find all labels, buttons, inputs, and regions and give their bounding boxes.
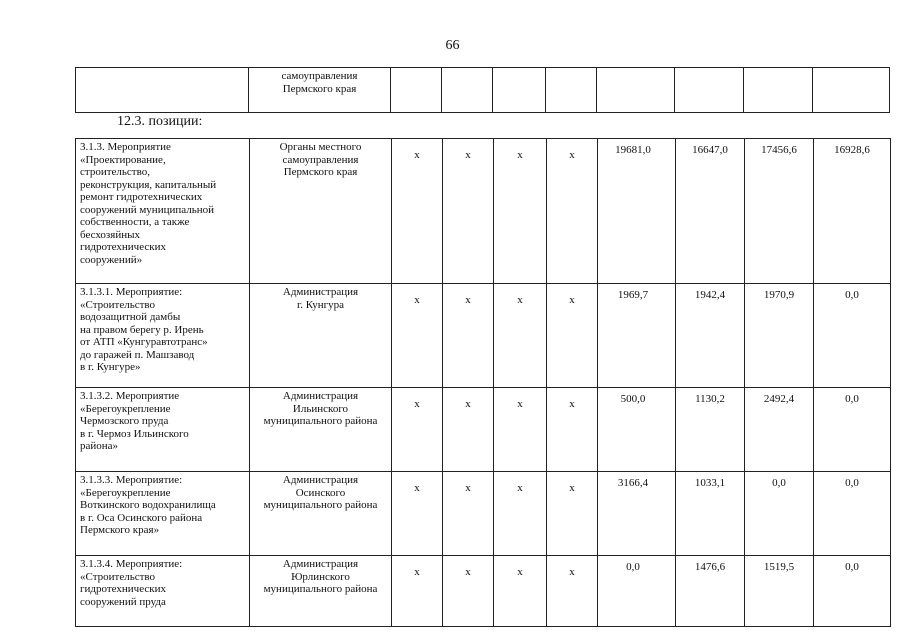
empty-cell bbox=[675, 68, 744, 113]
value-cell: 0,0 bbox=[814, 472, 891, 556]
executor-cell: самоуправления Пермского края bbox=[249, 68, 391, 113]
x-cell: x bbox=[443, 284, 494, 388]
value-cell: 500,0 bbox=[598, 388, 676, 472]
name-cell: 3.1.3.1. Мероприятие: «Строительство водозащитной дамбы на правом берегу р. Ирень от АТП «Кунгуравтотранс» до гаражей п. Машзавод в г. Кунгуре» bbox=[76, 284, 250, 388]
value-cell: 0,0 bbox=[598, 556, 676, 627]
x-cell: x bbox=[392, 284, 443, 388]
value-cell: 1033,1 bbox=[676, 472, 745, 556]
x-cell: x bbox=[547, 388, 598, 472]
empty-cell bbox=[391, 68, 442, 113]
x-cell: x bbox=[392, 472, 443, 556]
value-cell: 1130,2 bbox=[676, 388, 745, 472]
value-cell: 19681,0 bbox=[598, 139, 676, 284]
x-cell: x bbox=[443, 472, 494, 556]
x-cell: x bbox=[547, 472, 598, 556]
x-cell: x bbox=[494, 388, 547, 472]
table-row bbox=[76, 139, 891, 284]
x-cell: x bbox=[443, 556, 494, 627]
value-cell: 1476,6 bbox=[676, 556, 745, 627]
x-cell: x bbox=[494, 472, 547, 556]
value-cell: 0,0 bbox=[814, 388, 891, 472]
value-cell: 3166,4 bbox=[598, 472, 676, 556]
x-cell: x bbox=[494, 139, 547, 284]
x-cell: x bbox=[392, 388, 443, 472]
value-cell: 1970,9 bbox=[745, 284, 814, 388]
table-row bbox=[76, 388, 891, 472]
value-cell: 17456,6 bbox=[745, 139, 814, 284]
empty-cell bbox=[546, 68, 597, 113]
name-cell: 3.1.3.2. Мероприятие «Берегоукрепление Чермозского пруда в г. Чермоз Ильинского района» bbox=[76, 388, 250, 472]
value-cell: 0,0 bbox=[814, 556, 891, 627]
value-cell: 0,0 bbox=[745, 472, 814, 556]
value-cell: 1969,7 bbox=[598, 284, 676, 388]
executor-cell: Администрация Юрлинского муниципального района bbox=[250, 556, 392, 627]
continuation-table bbox=[75, 67, 890, 113]
executor-cell: Администрация Ильинского муниципального района bbox=[250, 388, 392, 472]
executor-cell: Администрация г. Кунгура bbox=[250, 284, 392, 388]
value-cell: 1942,4 bbox=[676, 284, 745, 388]
x-cell: x bbox=[547, 556, 598, 627]
executor-cell: Администрация Осинского муниципального района bbox=[250, 472, 392, 556]
name-cell: 3.1.3. Мероприятие «Проектирование, строительство, реконструкция, капитальный ремонт гидротехнических сооружений муниципальной собственности, а также бесхозяйных гидротехнических сооружений» bbox=[76, 139, 250, 284]
empty-cell bbox=[597, 68, 675, 113]
section-label: 12.3. позиции: bbox=[117, 114, 203, 129]
name-cell bbox=[76, 68, 249, 113]
value-cell: 0,0 bbox=[814, 284, 891, 388]
empty-cell bbox=[813, 68, 890, 113]
x-cell: x bbox=[443, 388, 494, 472]
empty-cell bbox=[493, 68, 546, 113]
executor-cell: Органы местного самоуправления Пермского края bbox=[250, 139, 392, 284]
positions-table bbox=[75, 138, 891, 627]
x-cell: x bbox=[547, 284, 598, 388]
table-row bbox=[76, 472, 891, 556]
value-cell: 16928,6 bbox=[814, 139, 891, 284]
name-cell: 3.1.3.3. Мероприятие: «Берегоукрепление Воткинского водохранилища в г. Оса Осинского района Пермского края» bbox=[76, 472, 250, 556]
page-number: 66 bbox=[445, 38, 460, 53]
value-cell: 16647,0 bbox=[676, 139, 745, 284]
table-row bbox=[76, 68, 890, 113]
x-cell: x bbox=[547, 139, 598, 284]
table-row bbox=[76, 284, 891, 388]
empty-cell bbox=[744, 68, 813, 113]
empty-cell bbox=[442, 68, 493, 113]
name-cell: 3.1.3.4. Мероприятие: «Строительство гидротехнических сооружений пруда bbox=[76, 556, 250, 627]
table-row bbox=[76, 556, 891, 627]
x-cell: x bbox=[494, 556, 547, 627]
value-cell: 2492,4 bbox=[745, 388, 814, 472]
x-cell: x bbox=[443, 139, 494, 284]
x-cell: x bbox=[494, 284, 547, 388]
x-cell: x bbox=[392, 139, 443, 284]
x-cell: x bbox=[392, 556, 443, 627]
value-cell: 1519,5 bbox=[745, 556, 814, 627]
